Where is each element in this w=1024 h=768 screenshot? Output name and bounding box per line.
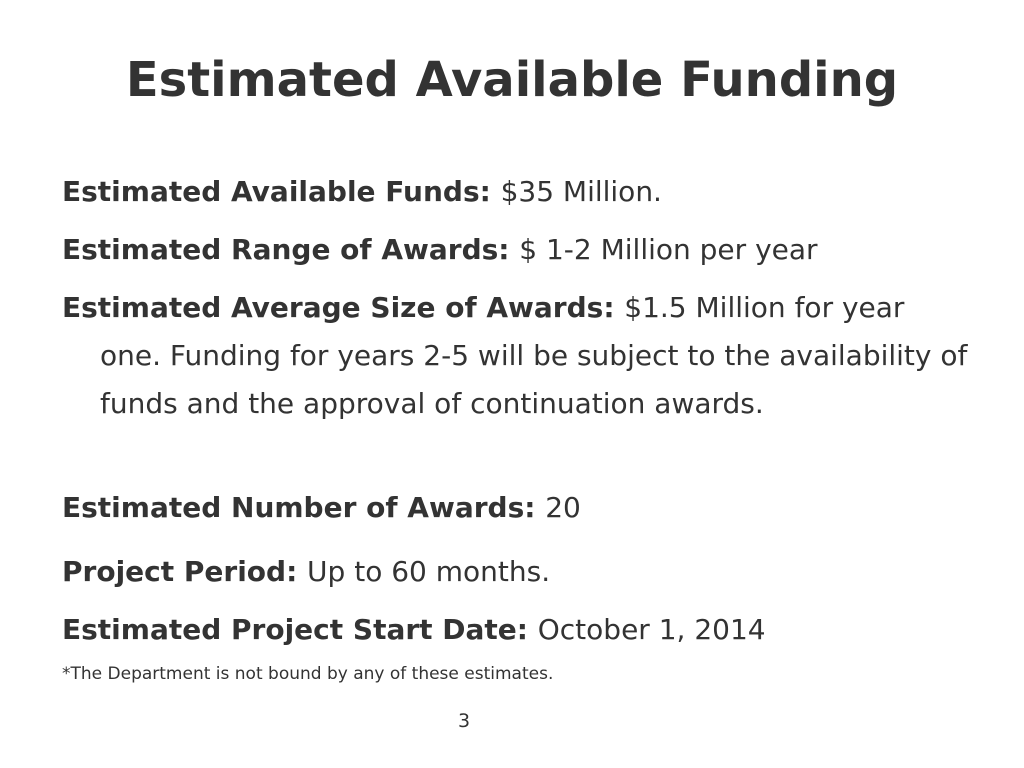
item-label: Estimated Average Size of Awards: [62, 291, 604, 324]
item-separator: :: [516, 613, 538, 646]
item-label: Estimated Project Start Date: [62, 613, 517, 646]
available-funds-item: [62, 168, 962, 216]
item-value: 20: [545, 491, 581, 524]
page-number: 3: [457, 710, 471, 732]
footnote: *The Department is not bound by any of these estimates.: [62, 664, 554, 684]
item-separator: :: [479, 175, 501, 208]
start-date-item: [62, 606, 962, 654]
item-label: Project Period: [62, 555, 287, 588]
item-label: Estimated Number of Awards: [62, 491, 525, 524]
range-of-awards-item: [62, 226, 962, 274]
item-separator: :: [603, 291, 625, 324]
slide-title: Estimated Available Funding: [125, 52, 899, 108]
item-separator: :: [286, 555, 308, 588]
item-value: Up to 60 months.: [307, 555, 551, 588]
number-of-awards-item: [62, 484, 962, 532]
average-size-item: [62, 284, 972, 428]
item-separator: :: [524, 491, 546, 524]
item-value: $35 Million.: [500, 175, 662, 208]
item-value: $ 1-2 Million per year: [519, 233, 818, 266]
project-period-item: [62, 548, 962, 596]
item-value: October 1, 2014: [537, 613, 766, 646]
item-value: $1.5 Million for year one. Funding for years 2-5 will be subject to the availability of funds and the approval of continuation awards.: [100, 291, 968, 420]
item-label: Estimated Available Funds: [62, 175, 480, 208]
item-separator: :: [498, 233, 520, 266]
item-label: Estimated Range of Awards: [62, 233, 499, 266]
